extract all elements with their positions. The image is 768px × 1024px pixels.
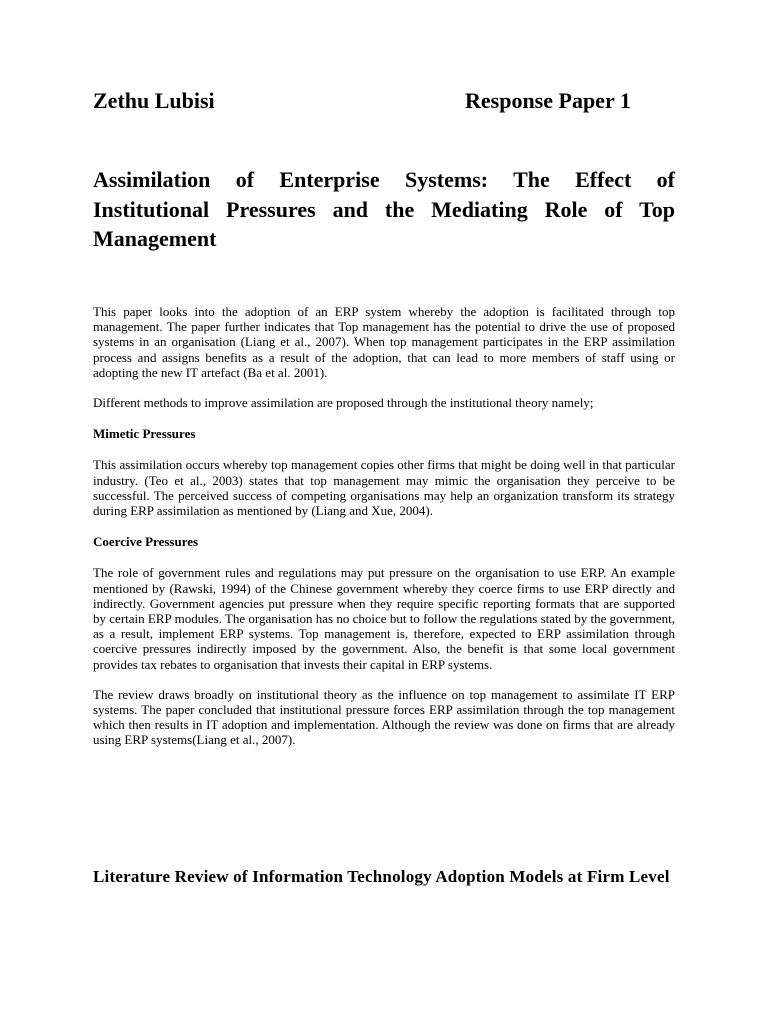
review-paragraph: The review draws broadly on institutional theory as the influence on top management to assimilate IT ERP systems. The paper concluded that institutional pressure forces ERP assimilation through the top management which then results in IT adoption and implementation. Although the review was done on firms that are already using ERP systems(Liang et al., 2007).: [93, 686, 675, 748]
coercive-paragraph: The role of government rules and regulations may put pressure on the organisation to use ERP. An example mentioned by (Rawski, 1994) of the Chinese government whereby they coerce firms to use ERP directly and indirectly. Government agencies put pressure when they require specific reporting formats that are supported by certain ERP modules. The organisation has no choice but to follow the regulations stated by the government, as a result, implement ERP systems. Top management is, therefore, expected to ERP assimilation through coercive pressures indirectly imposed by the government. Also, the benefit is that some local government provides tax rebates to organisation that invests their capital in ERP systems.: [93, 565, 675, 672]
document-body: [93, 304, 675, 748]
coercive-heading: Coercive Pressures: [93, 534, 199, 550]
paper-title: Assimilation of Enterprise Systems: The Effect of Institutional Pressures and the Mediating Role of Top Management: [93, 167, 675, 251]
document-header: [93, 88, 675, 118]
author-name: Zethu Lubisi: [93, 88, 215, 113]
methods-paragraph: Different methods to improve assimilation are proposed through the institutional theory namely;: [93, 395, 594, 411]
paper-label: Response Paper 1: [465, 88, 631, 113]
mimetic-heading: Mimetic Pressures: [93, 426, 196, 442]
intro-paragraph: This paper looks into the adoption of an ERP system whereby the adoption is facilitated through top management. The paper further indicates that Top management has the potential to drive the use of proposed systems in an organisation (Liang et al., 2007). When top management participates in the ERP assimilation process and assigns benefits as a result of the adoption, that can lead to more members of staff using or adopting the new IT artefact (Ba et al. 2001).: [93, 304, 675, 380]
mimetic-paragraph: This assimilation occurs whereby top management copies other firms that might be doing well in that particular industry. (Teo et al., 2003) states that top management may mimic the organisation they perceive to be successful. The perceived success of competing organisations may help an organization transform its strategy during ERP assimilation as mentioned by (Liang and Xue, 2004).: [93, 457, 675, 519]
literature-review-heading: Literature Review of Information Technology Adoption Models at Firm Level: [93, 867, 670, 886]
